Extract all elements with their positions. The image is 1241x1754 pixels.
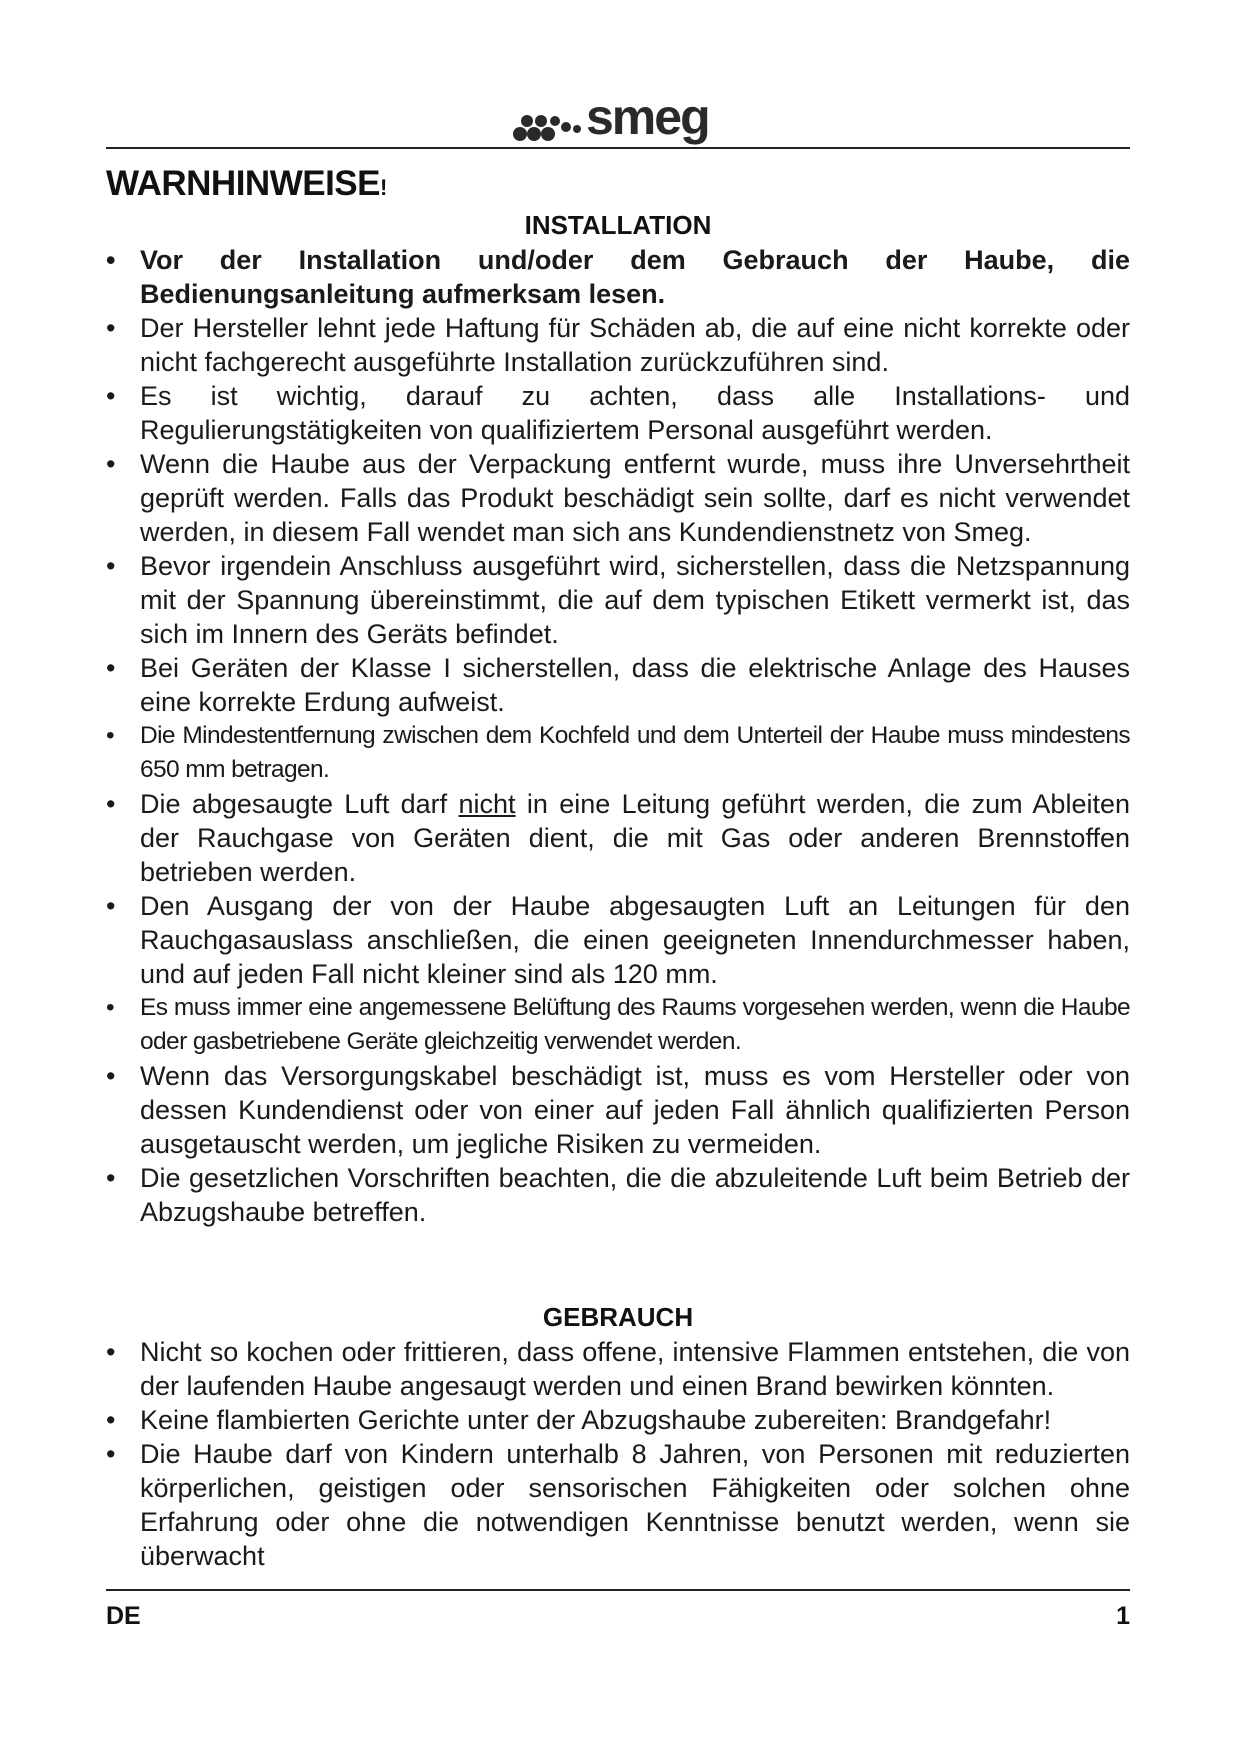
language-code: DE [106, 1602, 141, 1630]
list-item: • Die Haube darf von Kindern unterhalb 8 Jahren, von Personen mit reduzierten körperlichen, geistigen oder sensorischen Fähigkeiten oder solchen ohne Erfahrung oder ohne die notwendigen Kenntnisse benutzt werden, wenn sie überwacht [106, 1437, 1130, 1573]
exhaust-text-before: Die abgesaugte Luft darf [140, 789, 459, 819]
installation-heading: INSTALLATION [524, 210, 712, 240]
brand-name: smeg [586, 89, 709, 145]
installation-list [106, 243, 1130, 1229]
list-item: • Es muss immer eine angemessene Belüftung des Raums vorgesehen werden, wenn die Haube oder gasbetriebene Geräte gleichzeitig verwendet werden. [106, 991, 1130, 1059]
page-number: 1 [1116, 1602, 1130, 1630]
exhaust-emphasis: nicht [458, 789, 516, 819]
header-divider [106, 147, 1130, 149]
list-item: • Die Mindestentfernung zwischen dem Kochfeld und dem Unterteil der Haube muss mindestens 650 mm betragen. [106, 719, 1130, 787]
page-title-mark: ! [380, 175, 387, 200]
list-item: • Wenn die Haube aus der Verpackung entfernt wurde, muss ihre Unversehrtheit geprüft werden. Falls das Produkt beschädigt sein sollte, darf es nicht verwendet werden, in diesem Fall wendet man sich ans Kundendienstnetz von Smeg. [106, 447, 1130, 549]
list-item: • Bevor irgendein Anschluss ausgeführt wird, sicherstellen, dass die Netzspannung mit der Spannung übereinstimmt, die auf dem typischen Etikett vermerkt ist, das sich im Innern des Geräts befindet. [106, 549, 1130, 651]
logo-dots-icon [512, 97, 584, 143]
smeg-logo [512, 89, 709, 148]
page-title-text: WARNHINWEISE [106, 164, 380, 203]
list-item: • Bei Geräten der Klasse I sicherstellen, dass die elektrische Anlage des Hauses eine korrekte Erdung aufweist. [106, 651, 1130, 719]
list-item: • Nicht so kochen oder frittieren, dass offene, intensive Flammen entstehen, die von der laufenden Haube angesaugt werden und einen Brand bewirken könnten. [106, 1335, 1130, 1403]
list-item: • Die gesetzlichen Vorschriften beachten, die die abzuleitende Luft beim Betrieb der Abzugshaube betreffen. [106, 1161, 1130, 1229]
list-item: • Wenn das Versorgungskabel beschädigt ist, muss es vom Hersteller oder von dessen Kundendienst oder von einer auf jeden Fall ähnlich qualifizierten Person ausgetauscht werden, um jegliche Risiken zu vermeiden. [106, 1059, 1130, 1161]
usage-list [106, 1335, 1130, 1573]
list-item: • Der Hersteller lehnt jede Haftung für Schäden ab, die auf eine nicht korrekte oder nicht fachgerecht ausgeführte Installation zurückzuführen sind. [106, 311, 1130, 379]
page-title [106, 164, 387, 204]
list-item: • Den Ausgang der von der Haube abgesaugten Luft an Leitungen für den Rauchgasauslass anschließen, die einen geeigneten Innendurchmesser haben, und auf jeden Fall nicht kleiner sind als 120 mm. [106, 889, 1130, 991]
footer-divider [106, 1589, 1130, 1591]
usage-heading: GEBRAUCH [542, 1302, 694, 1332]
list-item-exhaust [106, 787, 1130, 889]
exhaust-text-after: in eine Leitung geführt werden, die zum Ableiten der Rauchgase von Geräten dient, die mit Gas oder anderen Brennstoffen betrieben werden. [140, 789, 1130, 887]
list-item: • Keine flambierten Gerichte unter der Abzugshaube zubereiten: Brandgefahr! [106, 1403, 1130, 1437]
list-item: • Es ist wichtig, darauf zu achten, dass alle Installations- und Regulierungstätigkeiten von qualifiziertem Personal ausgeführt werden. [106, 379, 1130, 447]
list-item: • Vor der Installation und/oder dem Gebrauch der Haube, die Bedienungsanleitung aufmerksam lesen. [106, 243, 1130, 311]
